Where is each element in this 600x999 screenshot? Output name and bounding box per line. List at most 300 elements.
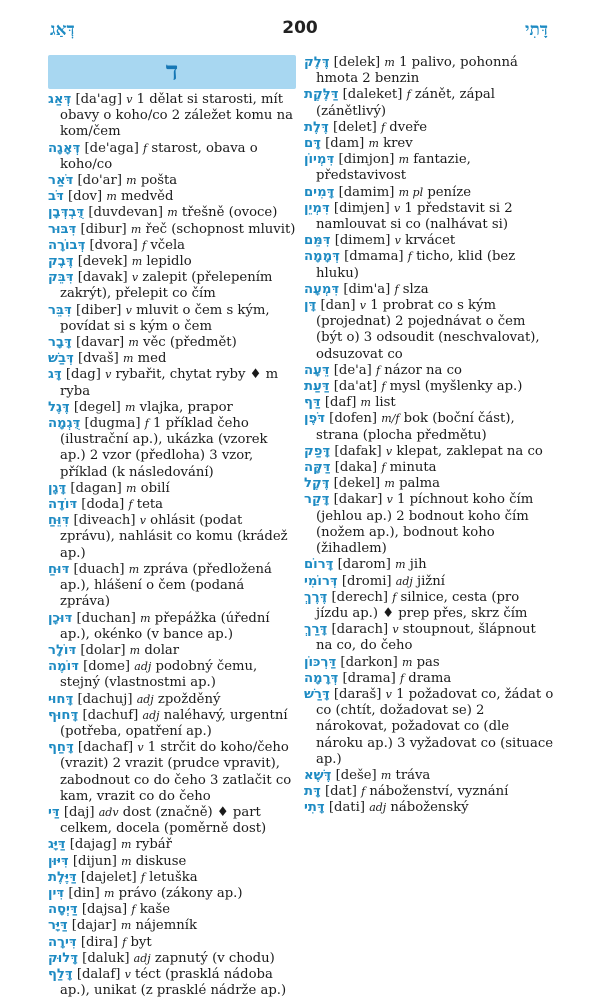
entry-headword: דְּרָמָה bbox=[304, 670, 339, 686]
entry-part-of-speech: v bbox=[125, 303, 132, 317]
entry-part-of-speech: f bbox=[361, 785, 366, 799]
entry-pronunciation: [dmama] bbox=[344, 249, 404, 265]
entry-part-of-speech: m bbox=[120, 838, 132, 852]
entry-pronunciation: [dajag] bbox=[69, 837, 117, 853]
entry-headword: דִּיּוּן bbox=[48, 853, 69, 869]
entry-definition: krev bbox=[383, 136, 413, 152]
dictionary-entry bbox=[48, 173, 296, 189]
entry-headword: דָּת bbox=[304, 784, 321, 800]
entry-headword: דְּאַג bbox=[48, 92, 72, 107]
dictionary-entry bbox=[48, 92, 296, 141]
entry-part-of-speech: m bbox=[128, 562, 140, 576]
entry-pronunciation: [dome] bbox=[83, 659, 131, 675]
entry-definition: slza bbox=[402, 281, 429, 297]
entry-pronunciation: [darom] bbox=[337, 557, 391, 573]
entry-definition: 1 strčit do koho/čeho (vrazit) 2 vrazit (prudce vpravit), zabodnout co do čeho 3 zatlačit co kam, vrazit co do čeho bbox=[60, 740, 292, 804]
dictionary-entry bbox=[48, 205, 296, 221]
entry-pronunciation: [davak] bbox=[77, 270, 128, 286]
entry-headword: דָּמִים bbox=[304, 184, 335, 200]
entry-definition: zalepit (přelepením zakrýt), přelepit co čím bbox=[60, 270, 273, 302]
entry-pronunciation: [doda] bbox=[81, 497, 125, 513]
entry-pronunciation: [diber] bbox=[75, 302, 122, 318]
entry-part-of-speech: m bbox=[131, 255, 143, 269]
entry-definition: starost, obava o koho/co bbox=[60, 140, 258, 172]
entry-definition: naléhavý, urgentní (potřeba, opatření ap.) bbox=[60, 707, 288, 739]
entry-definition: včela bbox=[150, 237, 186, 253]
entry-part-of-speech: f bbox=[381, 380, 386, 394]
entry-part-of-speech: m bbox=[360, 396, 371, 410]
entry-headword: דֻּבְדְּבָן bbox=[48, 205, 85, 221]
entry-headword: דֹּפֶן bbox=[304, 411, 325, 427]
entry-headword: דַּרְכּוֹן bbox=[304, 654, 337, 670]
entry-pronunciation: [dim'a] bbox=[343, 281, 391, 297]
entry-pronunciation: [duchan] bbox=[76, 610, 136, 626]
entry-part-of-speech: v bbox=[386, 493, 393, 507]
entry-definition: silnice, cesta (pro jízdu ap.) ♦ prep přes, skrz čím bbox=[316, 589, 528, 621]
entry-definition: 1 požadovat co, žádat o co (chtít, dožadovat se) 2 nárokovat, požadovat co (dle nároku ap.) 3 vyžadovat co (situace ap.) bbox=[316, 686, 554, 767]
dictionary-entry bbox=[48, 611, 296, 643]
entry-pronunciation: [dimjen] bbox=[333, 200, 390, 216]
dictionary-entry bbox=[48, 351, 296, 367]
entry-part-of-speech: v bbox=[126, 93, 133, 106]
entry-headword: דַּיָּר bbox=[48, 918, 68, 934]
entry-part-of-speech: m bbox=[120, 919, 132, 933]
entry-headword: דָּתִי bbox=[304, 800, 325, 816]
dictionary-entry bbox=[48, 562, 296, 611]
entry-part-of-speech: f bbox=[406, 88, 411, 102]
entry-definition: zánět, zápal (zánětlivý) bbox=[316, 87, 495, 119]
entry-pronunciation: [dagan] bbox=[70, 480, 122, 496]
dictionary-entry bbox=[304, 363, 554, 379]
dictionary-entry bbox=[304, 460, 554, 476]
entry-definition: med bbox=[137, 351, 167, 367]
entry-headword: דִּבּוּר bbox=[48, 221, 77, 237]
entry-pronunciation: [din] bbox=[68, 885, 100, 901]
entry-headword: דֻּגְמָה bbox=[48, 416, 81, 432]
dictionary-entry bbox=[48, 902, 296, 918]
entry-pronunciation: [dati] bbox=[328, 800, 365, 816]
entry-headword: דּוֹלָר bbox=[48, 642, 77, 658]
entry-pronunciation: [dofen] bbox=[329, 411, 378, 427]
dictionary-entry bbox=[48, 481, 296, 497]
entry-headword: דּוֹמֶה bbox=[48, 659, 79, 675]
entry-pronunciation: [darkon] bbox=[340, 654, 398, 670]
entry-part-of-speech: adj bbox=[142, 708, 160, 722]
dictionary-entry bbox=[304, 590, 554, 622]
dictionary-entry bbox=[48, 254, 296, 270]
entry-headword: דּוֹדָה bbox=[48, 497, 78, 513]
entry-part-of-speech: m pl bbox=[398, 185, 424, 199]
entry-part-of-speech: adj bbox=[136, 692, 154, 706]
entry-headword: דֵּעָה bbox=[304, 362, 330, 378]
dictionary-entry bbox=[48, 400, 296, 416]
entry-headword: דֹּב bbox=[48, 189, 64, 205]
entry-part-of-speech: f bbox=[399, 671, 405, 685]
entry-definition: jih bbox=[409, 557, 427, 573]
entry-definition: nájemník bbox=[135, 918, 197, 934]
entry-definition: 1 palivo, pohonná hmota 2 benzin bbox=[316, 55, 518, 87]
entry-headword: דֶּבֶק bbox=[48, 254, 74, 270]
entry-pronunciation: [dvaš] bbox=[78, 351, 119, 367]
entry-part-of-speech: f bbox=[376, 363, 381, 377]
entry-definition: náboženský bbox=[390, 800, 469, 816]
entry-headword: דָּחוּף bbox=[48, 707, 79, 723]
entry-definition: rybařit, chytat ryby ♦ m ryba bbox=[60, 367, 279, 399]
dictionary-entry bbox=[304, 411, 554, 443]
dictionary-entry bbox=[48, 951, 296, 967]
entry-headword: דֶּלֶת bbox=[304, 119, 329, 135]
entry-pronunciation: [dakar] bbox=[333, 492, 383, 508]
entry-definition: diskuse bbox=[135, 853, 187, 869]
entry-part-of-speech: m bbox=[384, 56, 395, 69]
entry-part-of-speech: m bbox=[398, 153, 410, 167]
entry-definition: obilí bbox=[140, 480, 170, 496]
dictionary-entry bbox=[304, 622, 554, 654]
entry-headword: דָּרוֹם bbox=[304, 557, 334, 573]
entry-part-of-speech: v bbox=[385, 687, 392, 701]
entry-definition: vlajka, prapor bbox=[139, 399, 233, 415]
dictionary-entry bbox=[48, 303, 296, 335]
dictionary-entry bbox=[48, 837, 296, 853]
entry-definition: 1 představit si 2 namlouvat si co (nalhávat si) bbox=[316, 200, 513, 233]
dictionary-entry bbox=[48, 659, 296, 691]
dictionary-entry bbox=[48, 189, 296, 205]
entry-pronunciation: [dajelet] bbox=[80, 869, 137, 885]
entry-pronunciation: [duvdevan] bbox=[88, 205, 164, 221]
dictionary-entry bbox=[304, 655, 554, 671]
entry-pronunciation: [dira] bbox=[80, 934, 118, 950]
entry-definition: drama bbox=[408, 670, 452, 686]
entry-part-of-speech: m bbox=[121, 854, 132, 868]
dictionary-entry bbox=[304, 298, 554, 363]
entry-part-of-speech: f bbox=[128, 498, 133, 512]
entry-headword: דָּרַשׁ bbox=[304, 686, 330, 702]
entry-pronunciation: [damim] bbox=[338, 184, 395, 200]
entry-definition: fantazie, představivost bbox=[316, 152, 471, 184]
entry-headword: דִּמְיֵן bbox=[304, 200, 330, 216]
entry-part-of-speech: f bbox=[381, 120, 386, 134]
entry-headword: דָּחַף bbox=[48, 740, 74, 756]
entry-part-of-speech: f bbox=[122, 935, 127, 949]
entry-definition: letuška bbox=[149, 869, 198, 885]
entry-part-of-speech: m bbox=[384, 477, 395, 491]
entry-pronunciation: [de'aga] bbox=[84, 140, 139, 156]
entry-definition: náboženství, vyznání bbox=[369, 784, 509, 800]
entry-headword: דַּיְסָה bbox=[48, 902, 78, 918]
entry-part-of-speech: m bbox=[125, 481, 137, 495]
entry-pronunciation: [da'ag] bbox=[75, 92, 122, 107]
entry-definition: mysl (myšlenky ap.) bbox=[389, 379, 523, 395]
entry-headword: דְּאָגָה bbox=[48, 140, 81, 156]
entry-part-of-speech: m bbox=[125, 400, 136, 414]
entry-part-of-speech: m bbox=[395, 558, 406, 572]
dictionary-entry bbox=[48, 740, 296, 805]
entry-definition: zpožděný bbox=[157, 691, 221, 707]
dictionary-entry bbox=[48, 513, 296, 562]
entry-headword: דְּבוֹרָה bbox=[48, 237, 86, 253]
entry-headword: דַּיֶּלֶת bbox=[48, 869, 77, 885]
entry-pronunciation: [da'at] bbox=[333, 379, 378, 395]
entry-part-of-speech: v bbox=[131, 271, 139, 285]
entry-headword: דֶּשֶׁא bbox=[304, 767, 332, 783]
entry-definition: dveře bbox=[389, 119, 428, 135]
entry-headword: דּוּכָן bbox=[48, 610, 73, 626]
dictionary-entry bbox=[48, 805, 296, 837]
entry-headword: דָּבָר bbox=[48, 335, 72, 351]
entry-headword: דַּיָּג bbox=[48, 837, 66, 853]
dictionary-entry bbox=[304, 249, 554, 281]
entry-definition: kaše bbox=[139, 902, 171, 918]
dictionary-entry bbox=[48, 643, 296, 659]
dictionary-entry bbox=[48, 918, 296, 934]
entry-part-of-speech: m bbox=[126, 174, 137, 188]
entry-headword: דִּירָה bbox=[48, 934, 77, 950]
entry-part-of-speech: v bbox=[385, 444, 393, 458]
entry-part-of-speech: f bbox=[392, 590, 397, 604]
dictionary-entry bbox=[304, 768, 554, 784]
entry-part-of-speech: v bbox=[392, 623, 399, 637]
entry-headword: דַּף bbox=[304, 395, 321, 411]
entry-part-of-speech: f bbox=[381, 461, 386, 475]
entry-definition: věc (předmět) bbox=[143, 335, 237, 351]
entry-pronunciation: [delek] bbox=[333, 55, 381, 70]
entry-headword: דְּמָמָה bbox=[304, 249, 340, 265]
entry-pronunciation: [davar] bbox=[75, 335, 125, 351]
entry-definition: byt bbox=[130, 934, 152, 950]
dictionary-entry bbox=[304, 671, 554, 687]
entry-definition: klepat, zaklepat na co bbox=[396, 443, 543, 459]
entry-pronunciation: [dachaf] bbox=[77, 740, 134, 756]
entry-part-of-speech: v bbox=[393, 201, 401, 215]
entry-part-of-speech: f bbox=[144, 417, 149, 431]
entry-pronunciation: [dat] bbox=[324, 784, 357, 800]
entry-headword: דָּלַף bbox=[48, 966, 73, 982]
entry-headword: דָּג bbox=[48, 367, 62, 383]
dictionary-entry bbox=[304, 557, 554, 573]
entry-headword: דַּלֶּקֶת bbox=[304, 87, 339, 103]
entry-definition: názor na co bbox=[384, 362, 462, 378]
entry-pronunciation: [dam] bbox=[325, 136, 365, 152]
dictionary-entry bbox=[48, 935, 296, 951]
dictionary-entry bbox=[48, 141, 296, 173]
dictionary-entry bbox=[304, 136, 554, 152]
dictionary-entry bbox=[48, 238, 296, 254]
entry-pronunciation: [dov] bbox=[68, 189, 103, 205]
entry-part-of-speech: m/f bbox=[381, 412, 400, 426]
dictionary-entry bbox=[48, 367, 296, 399]
entry-part-of-speech: m bbox=[140, 611, 151, 625]
entry-definition: teta bbox=[136, 497, 164, 513]
entry-headword: דִּוֵּחַ bbox=[48, 513, 70, 529]
dictionary-entry bbox=[304, 87, 554, 119]
entry-headword: דְּרוֹמִי bbox=[304, 573, 338, 589]
column-right bbox=[304, 55, 554, 817]
entry-part-of-speech: f bbox=[143, 141, 148, 155]
dictionary-entry bbox=[304, 282, 554, 298]
header-first-word: דְּאַג bbox=[50, 20, 75, 40]
entry-headword: דֶּגֶל bbox=[48, 399, 70, 415]
dictionary-entry bbox=[304, 201, 554, 233]
entry-part-of-speech: v bbox=[359, 299, 366, 313]
entry-headword: דָּקַר bbox=[304, 492, 330, 508]
entry-part-of-speech: f bbox=[131, 903, 136, 917]
entry-pronunciation: [daleket] bbox=[342, 87, 403, 103]
dictionary-entry bbox=[48, 270, 296, 302]
entry-headword: דָּפַק bbox=[304, 443, 331, 459]
entry-headword: דִּבֵּק bbox=[48, 270, 74, 286]
entry-definition: palma bbox=[399, 476, 440, 492]
entry-part-of-speech: v bbox=[394, 234, 401, 248]
entry-pronunciation: [dolar] bbox=[80, 642, 126, 658]
entry-definition: 1 píchnout koho čím (jehlou ap.) 2 bodnout koho čím (nožem ap.), bodnout koho (žihadlem) bbox=[316, 492, 534, 557]
entry-definition: bok (boční část), strana (plocha předmětu) bbox=[316, 411, 515, 443]
entry-definition: zapnutý (v chodu) bbox=[154, 950, 275, 966]
entry-pronunciation: [dvora] bbox=[89, 237, 138, 253]
entry-definition: ohlásit (podat zprávu), nahlásit co komu (krádež ap.) bbox=[60, 513, 288, 561]
entry-pronunciation: [delet] bbox=[332, 119, 377, 135]
entry-definition: právo (zákony ap.) bbox=[118, 885, 243, 901]
entry-part-of-speech: f bbox=[142, 238, 147, 252]
page-number: 200 bbox=[282, 18, 318, 38]
entry-definition: zpráva (předložená ap.), hlášení o čem (podaná zpráva) bbox=[60, 561, 272, 610]
entry-definition: stoupnout, šlápnout na co, do čeho bbox=[316, 622, 536, 654]
entry-part-of-speech: m bbox=[130, 222, 142, 236]
entry-definition: jižní bbox=[416, 573, 445, 589]
entry-definition: třešně (ovoce) bbox=[181, 205, 278, 221]
entry-part-of-speech: m bbox=[167, 206, 178, 220]
entry-part-of-speech: f bbox=[140, 870, 145, 884]
entry-pronunciation: [degel] bbox=[73, 399, 121, 415]
entry-definition: dolar bbox=[144, 642, 180, 658]
entry-definition: rybář bbox=[135, 837, 172, 853]
dictionary-entry bbox=[304, 574, 554, 590]
entry-definition: přepážka (úřední ap.), okénko (v bance ap.) bbox=[60, 610, 270, 642]
dictionary-entry bbox=[48, 335, 296, 351]
entry-pronunciation: [dimjon] bbox=[338, 152, 395, 168]
dictionary-entry bbox=[304, 185, 554, 201]
entry-pronunciation: [daluk] bbox=[82, 950, 130, 966]
entry-part-of-speech: adj bbox=[133, 951, 151, 965]
entry-pronunciation: [dibur] bbox=[80, 221, 127, 237]
entry-definition: podobný čemu, stejný (vlastnostmi ap.) bbox=[60, 659, 258, 691]
entry-part-of-speech: adj bbox=[134, 660, 152, 674]
entry-definition: peníze bbox=[427, 184, 472, 200]
entry-definition: dost (značně) ♦ part celkem, docela (poměrně dost) bbox=[60, 804, 267, 837]
dictionary-entry bbox=[304, 55, 554, 87]
dictionary-entry bbox=[48, 708, 296, 740]
entry-headword: דִּמְיוֹן bbox=[304, 152, 335, 168]
entry-pronunciation: [dan] bbox=[320, 298, 356, 314]
dictionary-entry bbox=[48, 416, 296, 481]
entry-part-of-speech: m bbox=[380, 768, 392, 782]
dictionary-entry bbox=[48, 967, 296, 999]
entry-pronunciation: [diveach] bbox=[73, 513, 136, 529]
entry-definition: lepidlo bbox=[146, 254, 192, 270]
entry-pronunciation: [deše] bbox=[335, 767, 377, 783]
entry-pronunciation: [drama] bbox=[342, 670, 396, 686]
dictionary-entry bbox=[304, 395, 554, 411]
entry-headword: דָּגָן bbox=[48, 480, 67, 496]
entry-part-of-speech: adj bbox=[395, 574, 413, 588]
entry-headword: דֶּקֶל bbox=[304, 476, 330, 492]
header-last-word: דָּתִי bbox=[524, 20, 548, 40]
entry-headword: דִּמֵּם bbox=[304, 233, 331, 249]
entry-part-of-speech: m bbox=[401, 655, 413, 669]
dictionary-entry bbox=[48, 497, 296, 513]
dictionary-entry bbox=[48, 854, 296, 870]
entry-part-of-speech: m bbox=[128, 336, 139, 350]
entry-pronunciation: [daf] bbox=[324, 395, 357, 411]
entry-definition: mluvit o čem s kým, povídat si s kým o čem bbox=[60, 302, 270, 334]
entry-part-of-speech: adv bbox=[98, 805, 119, 819]
entry-pronunciation: [de'a] bbox=[333, 362, 372, 378]
entry-definition: téct (prasklá nádoba ap.), unikat (z prasklé nádrže ap.) bbox=[60, 966, 287, 999]
entry-headword: דִּין bbox=[48, 885, 65, 901]
entry-pronunciation: [dromi] bbox=[341, 573, 392, 589]
dictionary-entry bbox=[304, 800, 554, 816]
entry-pronunciation: [duach] bbox=[73, 561, 125, 577]
entry-definition: ticho, klid (bez hluku) bbox=[316, 249, 516, 281]
page-header bbox=[0, 0, 600, 40]
entry-definition: 1 dělat si starosti, mít obavy o koho/co 2 záležet komu na kom/čem bbox=[60, 92, 293, 140]
entry-part-of-speech: v bbox=[139, 514, 146, 528]
entry-headword: דַּקָּה bbox=[304, 460, 331, 476]
dictionary-entry bbox=[304, 120, 554, 136]
entry-definition: list bbox=[375, 395, 396, 411]
entry-headword: דָּחוּי bbox=[48, 691, 74, 707]
entry-pronunciation: [do'ar] bbox=[77, 173, 122, 189]
dictionary-entry bbox=[48, 886, 296, 902]
entry-definition: krvácet bbox=[405, 233, 456, 249]
dictionary-entry bbox=[304, 784, 554, 800]
entry-pronunciation: [dachuj] bbox=[77, 691, 133, 707]
entry-part-of-speech: m bbox=[129, 643, 141, 657]
entry-pronunciation: [derech] bbox=[331, 589, 389, 605]
entry-definition: 1 příklad čeho (ilustrační ap.), ukázka (vzorek ap.) 2 vzor (předloha) 3 vzor, příklad (k následování) bbox=[60, 416, 268, 480]
entry-part-of-speech: v bbox=[105, 368, 112, 382]
entry-headword: דָּם bbox=[304, 136, 321, 152]
entry-pronunciation: [dachuf] bbox=[82, 707, 139, 723]
dictionary-entry bbox=[304, 687, 554, 768]
entry-pronunciation: [daraš] bbox=[333, 686, 382, 702]
entry-headword: דָּרַךְ bbox=[304, 622, 328, 638]
entry-part-of-speech: f bbox=[407, 250, 412, 264]
dictionary-entry bbox=[304, 444, 554, 460]
entry-part-of-speech: m bbox=[104, 886, 115, 900]
letter-section-header: ד bbox=[48, 55, 296, 89]
entry-definition: pas bbox=[416, 654, 440, 670]
entry-part-of-speech: m bbox=[123, 352, 134, 366]
entry-headword: דֶּרֶךְ bbox=[304, 589, 328, 605]
entry-definition: 1 probrat co s kým (projednat) 2 pojednávat o čem (být o) 3 odsoudit (neschvalovat), odsuzovat co bbox=[316, 298, 540, 362]
entry-pronunciation: [dijun] bbox=[72, 853, 117, 869]
entry-headword: דֹּאַר bbox=[48, 173, 74, 189]
dictionary-entry bbox=[304, 233, 554, 249]
entry-pronunciation: [dag] bbox=[65, 367, 101, 383]
entry-pronunciation: [dekel] bbox=[333, 476, 381, 492]
entry-definition: minuta bbox=[389, 460, 437, 476]
entry-headword: דַּעַת bbox=[304, 379, 330, 395]
entry-part-of-speech: f bbox=[394, 282, 399, 296]
entry-headword: דֶּלֶק bbox=[304, 55, 330, 70]
entry-pronunciation: [dalaf] bbox=[76, 966, 121, 982]
entry-part-of-speech: v bbox=[124, 967, 131, 981]
entry-headword: דְּבַשׁ bbox=[48, 351, 74, 367]
entry-pronunciation: [dajar] bbox=[71, 918, 117, 934]
entry-definition: tráva bbox=[395, 767, 431, 783]
dictionary-entry bbox=[304, 476, 554, 492]
dictionary-entry bbox=[48, 692, 296, 708]
